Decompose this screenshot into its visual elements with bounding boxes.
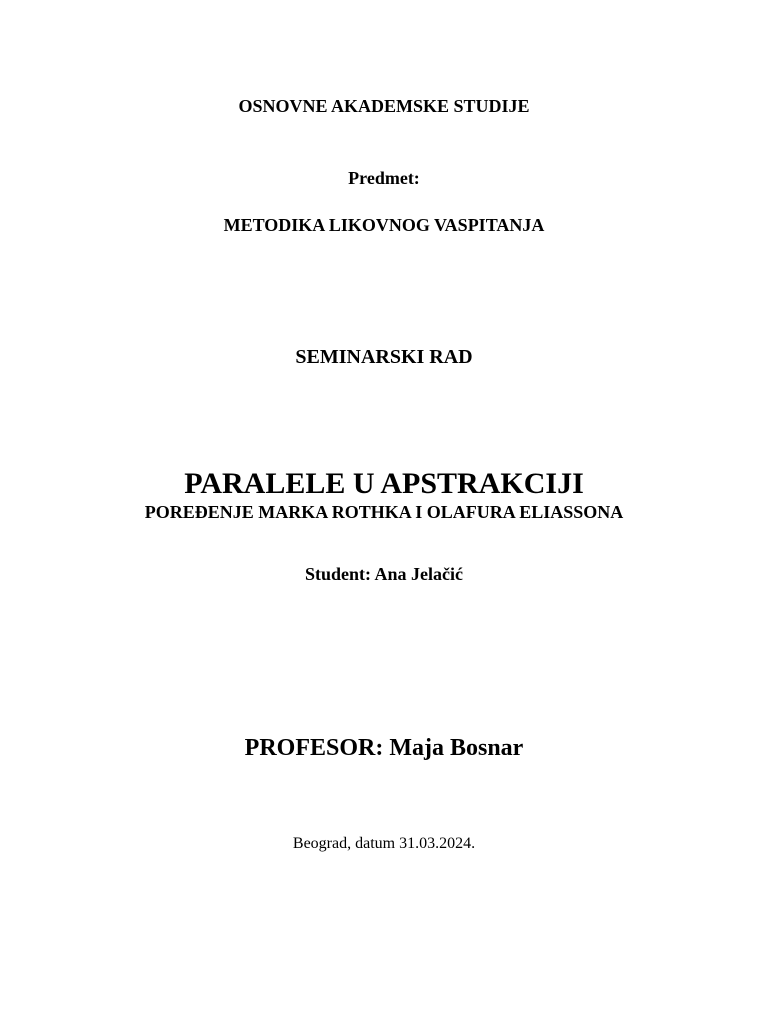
subject-label: Predmet: <box>348 168 420 188</box>
paper-type: SEMINARSKI RAD <box>295 346 473 368</box>
study-program-heading: OSNOVNE AKADEMSKE STUDIJE <box>238 96 530 116</box>
paper-title: PARALELE U APSTRAKCIJI <box>184 467 584 500</box>
place-and-date: Beograd, datum 31.03.2024. <box>292 835 476 852</box>
student-name: Student: Ana Jelačić <box>304 564 463 584</box>
professor-name: PROFESOR: Maja Bosnar <box>244 735 524 761</box>
subject-name: METODIKA LIKOVNOG VASPITANJA <box>223 215 545 235</box>
paper-subtitle: POREĐENJE MARKA ROTHKA I OLAFURA ELIASSONA <box>144 502 624 522</box>
